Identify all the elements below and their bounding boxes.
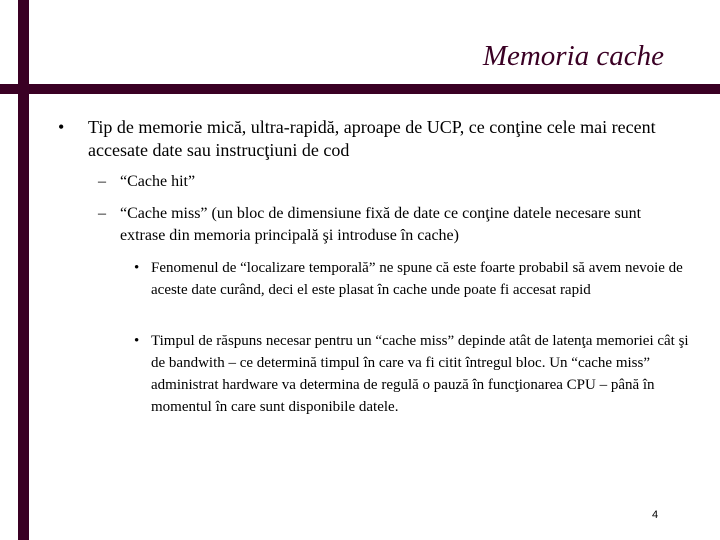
sub-bullet-text: “Cache miss” (un bloc de dimensiune fixă de date ce conţine datele necesare sunt extrase din memoria principală şi introduse în cache) — [120, 205, 642, 244]
page-number: 4 — [652, 509, 659, 521]
sub-sub-bullet-text: Fenomenul de “localizare temporală” ne spune că este foarte probabil să avem nevoie de aceste date curând, deci el este plasat în cache unde poate fi accesat rapid — [151, 260, 683, 298]
left-accent-bar — [18, 0, 29, 540]
sub-bullet-text: “Cache hit” — [120, 173, 196, 190]
bullet-text: Tip de memorie mică, ultra-rapidă, aproape de UCP, ce conţine cele mai recent accesate date sau instrucţiuni de cod — [88, 117, 656, 160]
sub-sub-bullet-text: Timpul de răspuns necesar pentru un “cache miss” depinde atât de latenţa memoriei cât şi de bandwith – ce determină timpul în care va fi citit întregul bloc. Un “cache miss” administrat hardware va determina de regulă o pauză în funcţionarea CPU – până în momentul în care sunt disponibile datele. — [151, 333, 689, 415]
sub-bullet-marker: – — [98, 205, 106, 222]
sub-bullet-marker: – — [98, 173, 106, 190]
sub-sub-bullet-marker: • — [134, 260, 140, 276]
bullet-marker: • — [58, 117, 65, 137]
slide-title: Memoria cache — [482, 40, 664, 72]
title-underline-bar — [0, 84, 720, 94]
sub-sub-bullet-marker: • — [134, 333, 140, 349]
